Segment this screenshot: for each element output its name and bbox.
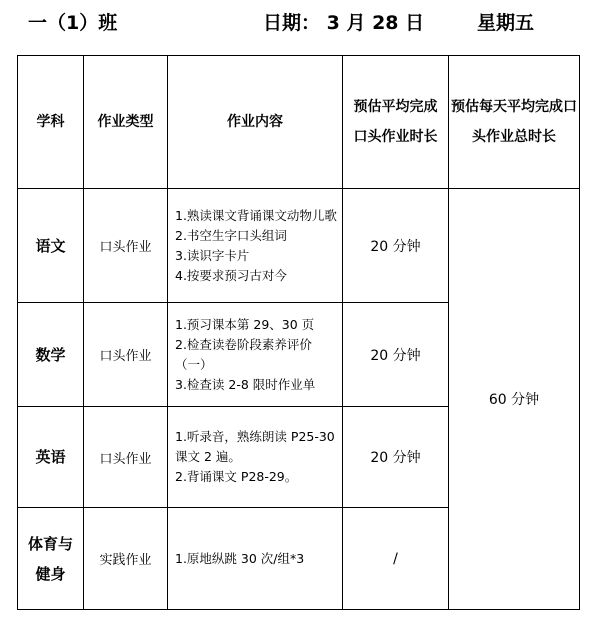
type-cell: 实践作业 (84, 508, 168, 610)
subject-cell: 数学 (18, 303, 84, 407)
content-cell (168, 189, 343, 303)
type-cell: 口头作业 (84, 189, 168, 303)
homework-table (17, 55, 580, 610)
header-avg-time: 预估平均完成口头作业时长 (343, 56, 449, 189)
header-content: 作业内容 (168, 56, 343, 189)
duration-cell: 20 分钟 (343, 407, 449, 508)
table-header-row (18, 56, 580, 189)
duration-cell: 20 分钟 (343, 189, 449, 303)
subject-cell: 英语 (18, 407, 84, 508)
date-label: 日期： 3 月 28 日 (263, 12, 425, 34)
content-item: 2.检查读卷阶段素养评价（一） (175, 336, 312, 372)
header-type: 作业类型 (84, 56, 168, 189)
content-item: 1.原地纵跳 30 次/组*3 (175, 550, 305, 566)
content-item: 3.检查读 2-8 限时作业单 (175, 376, 316, 392)
type-cell: 口头作业 (84, 407, 168, 508)
content-item: 1.预习课本第 29、30 页 (175, 316, 315, 332)
content-item: 2.背诵课文 P28-29。 (175, 469, 298, 484)
content-cell (168, 303, 343, 407)
header-total-time: 预估每天平均完成口头作业总时长 (449, 56, 580, 189)
header-subject: 学科 (18, 56, 84, 189)
content-item: 1.听录音，熟练朗读 P25-30 课文 2 遍。 (175, 429, 335, 464)
duration-cell: / (343, 508, 449, 610)
weekday-label: 星期五 (477, 12, 535, 34)
class-title: 一（1）班 (28, 12, 118, 34)
type-cell: 口头作业 (84, 303, 168, 407)
content-cell (168, 407, 343, 508)
content-item: 4.按要求预习古对今 (175, 267, 287, 283)
content-cell (168, 508, 343, 610)
table-row (18, 189, 580, 303)
duration-cell: 20 分钟 (343, 303, 449, 407)
subject-cell: 语文 (18, 189, 84, 303)
subject-cell: 体育与健身 (18, 508, 84, 610)
content-item: 3.读识字卡片 (175, 247, 250, 263)
content-item: 1.熟读课文背诵课文动物儿歌 (175, 207, 337, 223)
total-duration-cell: 60 分钟 (449, 189, 580, 610)
content-item: 2.书空生字口头组词 (175, 227, 287, 243)
